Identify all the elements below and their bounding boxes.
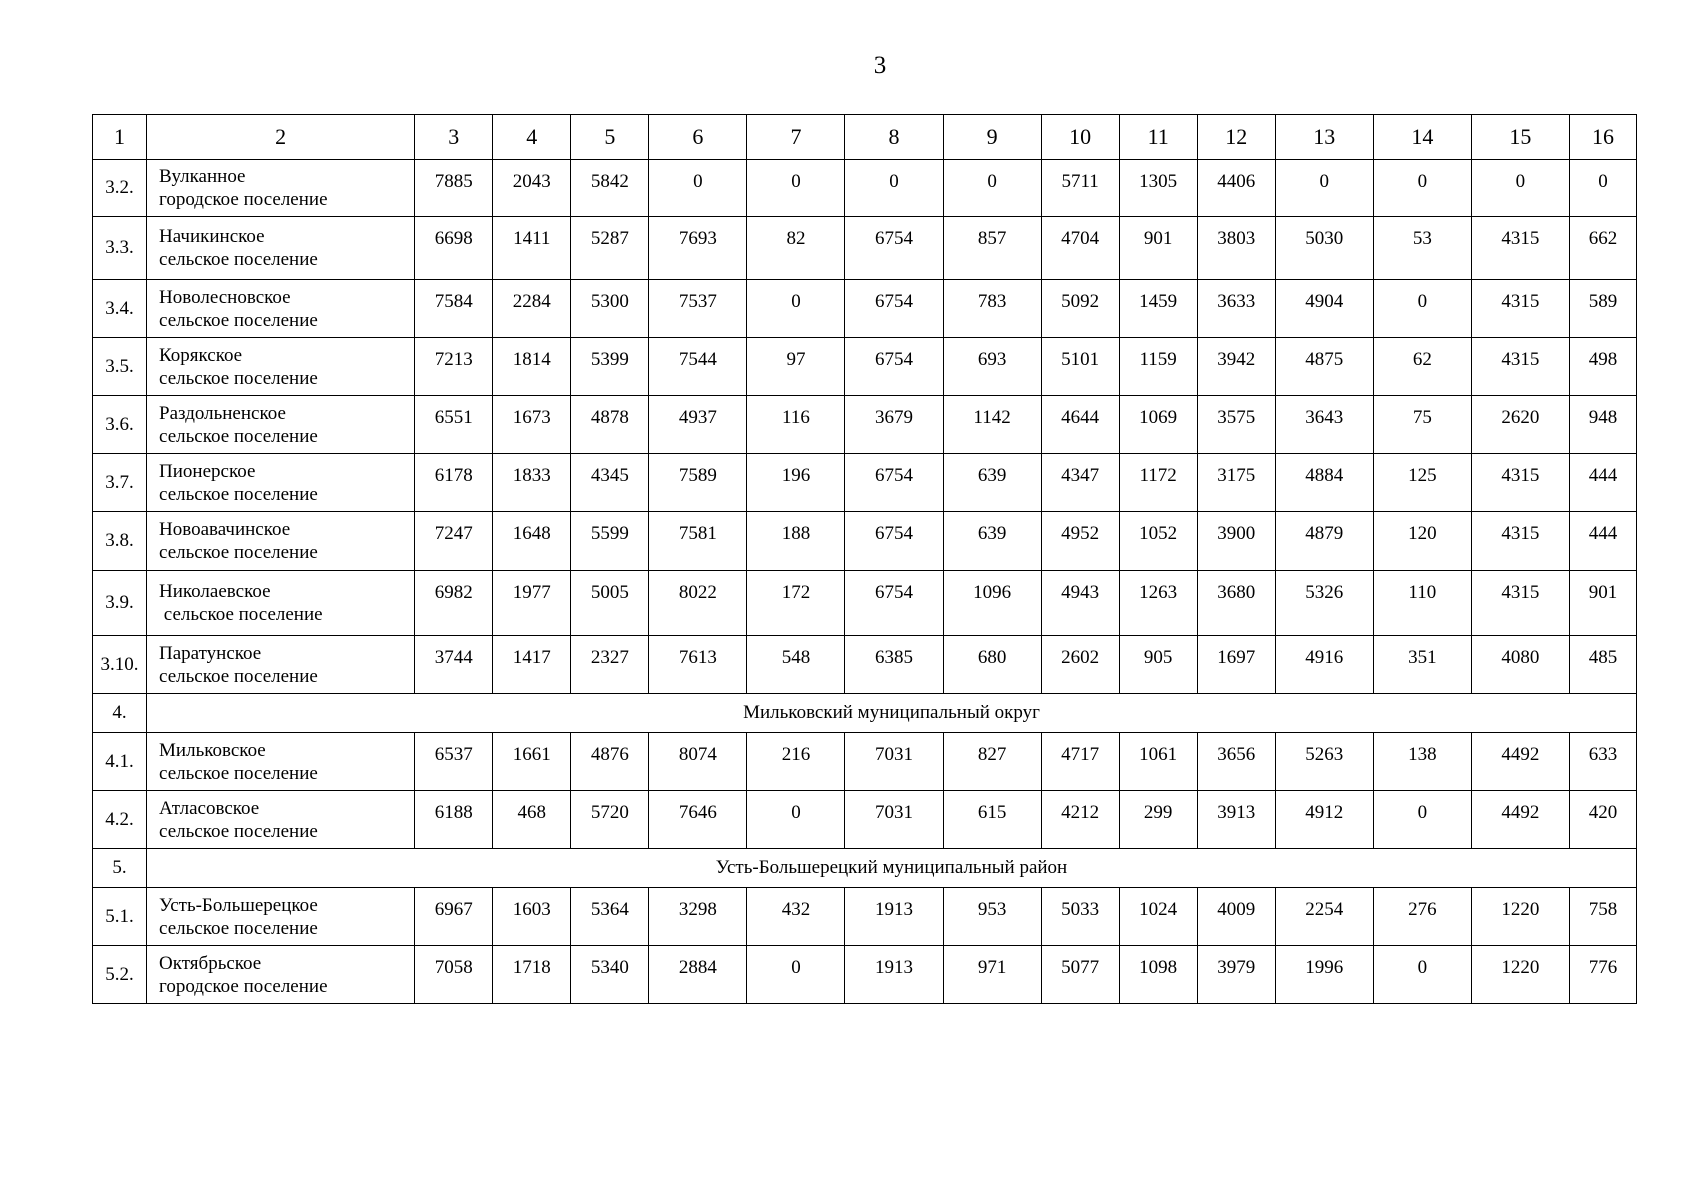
row-index: 3.5. (93, 338, 147, 396)
settlement-name (147, 160, 415, 217)
value-cell: 2884 (649, 946, 747, 1004)
value-cell: 120 (1373, 512, 1471, 571)
value-cell: 639 (943, 454, 1041, 512)
value-cell: 2602 (1041, 636, 1119, 694)
value-cell: 1220 (1471, 888, 1569, 946)
value-cell: 7544 (649, 338, 747, 396)
settlement-name-line: Раздольненское (159, 402, 286, 424)
settlement-name (147, 888, 415, 946)
value-cell: 6754 (845, 512, 943, 571)
value-cell: 4937 (649, 396, 747, 454)
value-cell: 110 (1373, 571, 1471, 636)
row-index: 5.2. (93, 946, 147, 1004)
value-cell: 901 (1119, 217, 1197, 280)
value-cell: 498 (1569, 338, 1636, 396)
settlement-name (147, 512, 415, 571)
value-cell: 5287 (571, 217, 649, 280)
value-cell: 4704 (1041, 217, 1119, 280)
settlement-name-line: Новоавачинское (159, 519, 291, 540)
row-index: 3.8. (93, 512, 147, 571)
table-row (93, 338, 1637, 396)
value-cell: 0 (1373, 280, 1471, 338)
settlement-name-line: городское поселение (159, 975, 328, 997)
value-cell: 633 (1569, 733, 1636, 791)
settlement-name-line: городское поселение (159, 189, 328, 210)
value-cell: 1648 (493, 512, 571, 571)
value-cell: 1024 (1119, 888, 1197, 946)
table-row (93, 733, 1637, 791)
column-header: 9 (943, 115, 1041, 160)
value-cell: 8022 (649, 571, 747, 636)
table-row (93, 280, 1637, 338)
value-cell: 485 (1569, 636, 1636, 694)
value-cell: 444 (1569, 512, 1636, 571)
value-cell: 1459 (1119, 280, 1197, 338)
row-index: 3.9. (93, 571, 147, 636)
column-header: 5 (571, 115, 649, 160)
settlement-name-line: сельское поселение (159, 309, 318, 331)
value-cell: 0 (747, 791, 845, 849)
value-cell: 1697 (1197, 636, 1275, 694)
value-cell: 5101 (1041, 338, 1119, 396)
value-cell: 4879 (1275, 512, 1373, 571)
settlement-name-line: Корякское (159, 344, 243, 366)
value-cell: 116 (747, 396, 845, 454)
section-title: Мильковский муниципальный округ (147, 694, 1637, 733)
value-cell: 758 (1569, 888, 1636, 946)
value-cell: 639 (943, 512, 1041, 571)
column-header: 11 (1119, 115, 1197, 160)
settlement-name-line: Октябрьское (159, 952, 262, 974)
value-cell: 0 (1373, 791, 1471, 849)
value-cell: 4315 (1471, 217, 1569, 280)
settlement-name-line: сельское поселение (159, 367, 318, 389)
value-cell: 4717 (1041, 733, 1119, 791)
row-index: 3.3. (93, 217, 147, 280)
value-cell: 7885 (415, 160, 493, 217)
value-cell: 0 (845, 160, 943, 217)
value-cell: 3900 (1197, 512, 1275, 571)
value-cell: 4644 (1041, 396, 1119, 454)
row-index: 3.10. (93, 636, 147, 694)
settlement-name-line: Паратунское (159, 642, 262, 664)
settlement-name-line: сельское поселение (159, 425, 318, 447)
settlement-name-line: Новолесновское (159, 286, 291, 308)
value-cell: 615 (943, 791, 1041, 849)
value-cell: 351 (1373, 636, 1471, 694)
value-cell: 5399 (571, 338, 649, 396)
value-cell: 3913 (1197, 791, 1275, 849)
value-cell: 1913 (845, 888, 943, 946)
value-cell: 4315 (1471, 571, 1569, 636)
row-index: 4.1. (93, 733, 147, 791)
value-cell: 6754 (845, 454, 943, 512)
column-header: 14 (1373, 115, 1471, 160)
value-cell: 0 (747, 946, 845, 1004)
value-cell: 1417 (493, 636, 571, 694)
value-cell: 2327 (571, 636, 649, 694)
value-cell: 6698 (415, 217, 493, 280)
value-cell: 5340 (571, 946, 649, 1004)
column-header: 15 (1471, 115, 1569, 160)
column-header: 16 (1569, 115, 1636, 160)
value-cell: 6754 (845, 280, 943, 338)
value-cell: 6754 (845, 217, 943, 280)
value-cell: 4952 (1041, 512, 1119, 571)
value-cell: 62 (1373, 338, 1471, 396)
value-cell: 1603 (493, 888, 571, 946)
value-cell: 6188 (415, 791, 493, 849)
row-index: 5.1. (93, 888, 147, 946)
value-cell: 5599 (571, 512, 649, 571)
value-cell: 276 (1373, 888, 1471, 946)
value-cell: 3575 (1197, 396, 1275, 454)
value-cell: 7581 (649, 512, 747, 571)
column-header: 2 (147, 115, 415, 160)
value-cell: 2254 (1275, 888, 1373, 946)
settlement-name (147, 733, 415, 791)
value-cell: 857 (943, 217, 1041, 280)
value-cell: 6967 (415, 888, 493, 946)
value-cell: 6551 (415, 396, 493, 454)
value-cell: 0 (1373, 160, 1471, 217)
value-cell: 1673 (493, 396, 571, 454)
value-cell: 662 (1569, 217, 1636, 280)
value-cell: 3744 (415, 636, 493, 694)
value-cell: 7031 (845, 791, 943, 849)
value-cell: 4875 (1275, 338, 1373, 396)
value-cell: 2284 (493, 280, 571, 338)
value-cell: 138 (1373, 733, 1471, 791)
value-cell: 5263 (1275, 733, 1373, 791)
value-cell: 693 (943, 338, 1041, 396)
data-table (92, 114, 1637, 1004)
value-cell: 0 (943, 160, 1041, 217)
value-cell: 1220 (1471, 946, 1569, 1004)
value-cell: 4315 (1471, 338, 1569, 396)
value-cell: 4884 (1275, 454, 1373, 512)
value-cell: 0 (1471, 160, 1569, 217)
table-row (93, 396, 1637, 454)
value-cell: 1142 (943, 396, 1041, 454)
table-row (93, 512, 1637, 571)
settlement-name (147, 396, 415, 454)
row-index: 4. (93, 694, 147, 733)
value-cell: 7584 (415, 280, 493, 338)
value-cell: 6385 (845, 636, 943, 694)
settlement-name-line: сельское поселение (159, 249, 318, 270)
value-cell: 5842 (571, 160, 649, 217)
value-cell: 4212 (1041, 791, 1119, 849)
value-cell: 589 (1569, 280, 1636, 338)
column-header: 10 (1041, 115, 1119, 160)
value-cell: 1977 (493, 571, 571, 636)
settlement-name-line: Пионерское (159, 460, 256, 482)
settlement-name (147, 338, 415, 396)
value-cell: 680 (943, 636, 1041, 694)
value-cell: 3803 (1197, 217, 1275, 280)
value-cell: 3979 (1197, 946, 1275, 1004)
value-cell: 125 (1373, 454, 1471, 512)
value-cell: 53 (1373, 217, 1471, 280)
row-index: 3.4. (93, 280, 147, 338)
value-cell: 1996 (1275, 946, 1373, 1004)
value-cell: 4904 (1275, 280, 1373, 338)
settlement-name (147, 946, 415, 1004)
value-cell: 97 (747, 338, 845, 396)
value-cell: 82 (747, 217, 845, 280)
value-cell: 5092 (1041, 280, 1119, 338)
value-cell: 0 (649, 160, 747, 217)
column-header: 7 (747, 115, 845, 160)
value-cell: 3643 (1275, 396, 1373, 454)
header-row (93, 115, 1637, 160)
value-cell: 4315 (1471, 280, 1569, 338)
value-cell: 468 (493, 791, 571, 849)
row-index: 3.7. (93, 454, 147, 512)
value-cell: 7693 (649, 217, 747, 280)
table-row (93, 791, 1637, 849)
settlement-name-line: сельское поселение (159, 542, 318, 563)
value-cell: 827 (943, 733, 1041, 791)
settlement-name (147, 636, 415, 694)
settlement-name-line: сельское поселение (159, 604, 323, 625)
value-cell: 948 (1569, 396, 1636, 454)
column-header: 8 (845, 115, 943, 160)
value-cell: 7613 (649, 636, 747, 694)
value-cell: 4878 (571, 396, 649, 454)
value-cell: 3680 (1197, 571, 1275, 636)
value-cell: 0 (1569, 160, 1636, 217)
section-row (93, 849, 1637, 888)
value-cell: 3656 (1197, 733, 1275, 791)
value-cell: 216 (747, 733, 845, 791)
value-cell: 1718 (493, 946, 571, 1004)
table-row (93, 888, 1637, 946)
table-row (93, 571, 1637, 636)
value-cell: 5030 (1275, 217, 1373, 280)
value-cell: 188 (747, 512, 845, 571)
value-cell: 1411 (493, 217, 571, 280)
settlement-name (147, 454, 415, 512)
page-number: 3 (873, 52, 887, 79)
table-row (93, 217, 1637, 280)
value-cell: 901 (1569, 571, 1636, 636)
value-cell: 1263 (1119, 571, 1197, 636)
section-row (93, 694, 1637, 733)
value-cell: 4347 (1041, 454, 1119, 512)
value-cell: 7247 (415, 512, 493, 571)
value-cell: 4009 (1197, 888, 1275, 946)
row-index: 3.6. (93, 396, 147, 454)
value-cell: 1305 (1119, 160, 1197, 217)
settlement-name-line: Вулканное (159, 166, 246, 187)
value-cell: 1833 (493, 454, 571, 512)
value-cell: 1913 (845, 946, 943, 1004)
value-cell: 6178 (415, 454, 493, 512)
value-cell: 4492 (1471, 733, 1569, 791)
value-cell: 0 (1275, 160, 1373, 217)
value-cell: 5300 (571, 280, 649, 338)
value-cell: 172 (747, 571, 845, 636)
settlement-name-line: сельское поселение (159, 483, 318, 505)
value-cell: 3679 (845, 396, 943, 454)
value-cell: 5720 (571, 791, 649, 849)
value-cell: 783 (943, 280, 1041, 338)
value-cell: 953 (943, 888, 1041, 946)
value-cell: 1096 (943, 571, 1041, 636)
value-cell: 299 (1119, 791, 1197, 849)
value-cell: 3298 (649, 888, 747, 946)
value-cell: 1814 (493, 338, 571, 396)
value-cell: 1098 (1119, 946, 1197, 1004)
value-cell: 4315 (1471, 512, 1569, 571)
value-cell: 0 (747, 160, 845, 217)
value-cell: 4345 (571, 454, 649, 512)
settlement-name-line: Атласовское (159, 797, 260, 819)
value-cell: 7537 (649, 280, 747, 338)
value-cell: 0 (747, 280, 845, 338)
value-cell: 1069 (1119, 396, 1197, 454)
column-header: 13 (1275, 115, 1373, 160)
value-cell: 7589 (649, 454, 747, 512)
table-row (93, 636, 1637, 694)
value-cell: 971 (943, 946, 1041, 1004)
value-cell: 4916 (1275, 636, 1373, 694)
value-cell: 6754 (845, 571, 943, 636)
column-header: 4 (493, 115, 571, 160)
table-row (93, 454, 1637, 512)
value-cell: 776 (1569, 946, 1636, 1004)
settlement-name-line: Мильковское (159, 739, 266, 761)
value-cell: 5711 (1041, 160, 1119, 217)
value-cell: 3633 (1197, 280, 1275, 338)
value-cell: 5326 (1275, 571, 1373, 636)
value-cell: 2620 (1471, 396, 1569, 454)
value-cell: 6537 (415, 733, 493, 791)
value-cell: 3175 (1197, 454, 1275, 512)
value-cell: 444 (1569, 454, 1636, 512)
settlement-name-line: сельское поселение (159, 762, 318, 784)
value-cell: 548 (747, 636, 845, 694)
value-cell: 5364 (571, 888, 649, 946)
value-cell: 196 (747, 454, 845, 512)
section-title: Усть-Большерецкий муниципальный район (147, 849, 1637, 888)
value-cell: 1052 (1119, 512, 1197, 571)
value-cell: 75 (1373, 396, 1471, 454)
settlement-name-line: Усть-Большерецкое (159, 894, 318, 916)
value-cell: 2043 (493, 160, 571, 217)
settlement-name-line: Николаевское (159, 581, 271, 602)
column-header: 12 (1197, 115, 1275, 160)
value-cell: 7646 (649, 791, 747, 849)
value-cell: 6982 (415, 571, 493, 636)
settlement-name-line: Начикинское (159, 226, 265, 247)
value-cell: 1661 (493, 733, 571, 791)
settlement-name (147, 571, 415, 636)
value-cell: 1172 (1119, 454, 1197, 512)
settlement-name (147, 280, 415, 338)
settlement-name-line: сельское поселение (159, 917, 318, 939)
value-cell: 432 (747, 888, 845, 946)
value-cell: 3942 (1197, 338, 1275, 396)
value-cell: 5077 (1041, 946, 1119, 1004)
row-index: 5. (93, 849, 147, 888)
column-header: 6 (649, 115, 747, 160)
settlement-name (147, 791, 415, 849)
value-cell: 7058 (415, 946, 493, 1004)
value-cell: 7031 (845, 733, 943, 791)
value-cell: 1159 (1119, 338, 1197, 396)
value-cell: 7213 (415, 338, 493, 396)
table-row (93, 160, 1637, 217)
value-cell: 1061 (1119, 733, 1197, 791)
column-header: 3 (415, 115, 493, 160)
value-cell: 0 (1373, 946, 1471, 1004)
value-cell: 4943 (1041, 571, 1119, 636)
row-index: 4.2. (93, 791, 147, 849)
value-cell: 4492 (1471, 791, 1569, 849)
value-cell: 420 (1569, 791, 1636, 849)
row-index: 3.2. (93, 160, 147, 217)
value-cell: 4406 (1197, 160, 1275, 217)
value-cell: 8074 (649, 733, 747, 791)
value-cell: 4876 (571, 733, 649, 791)
value-cell: 6754 (845, 338, 943, 396)
column-header: 1 (93, 115, 147, 160)
settlement-name-line: сельское поселение (159, 665, 318, 687)
table-row (93, 946, 1637, 1004)
value-cell: 5005 (571, 571, 649, 636)
settlement-name (147, 217, 415, 280)
value-cell: 4080 (1471, 636, 1569, 694)
value-cell: 5033 (1041, 888, 1119, 946)
settlement-name-line: сельское поселение (159, 820, 318, 842)
value-cell: 4912 (1275, 791, 1373, 849)
value-cell: 4315 (1471, 454, 1569, 512)
value-cell: 905 (1119, 636, 1197, 694)
